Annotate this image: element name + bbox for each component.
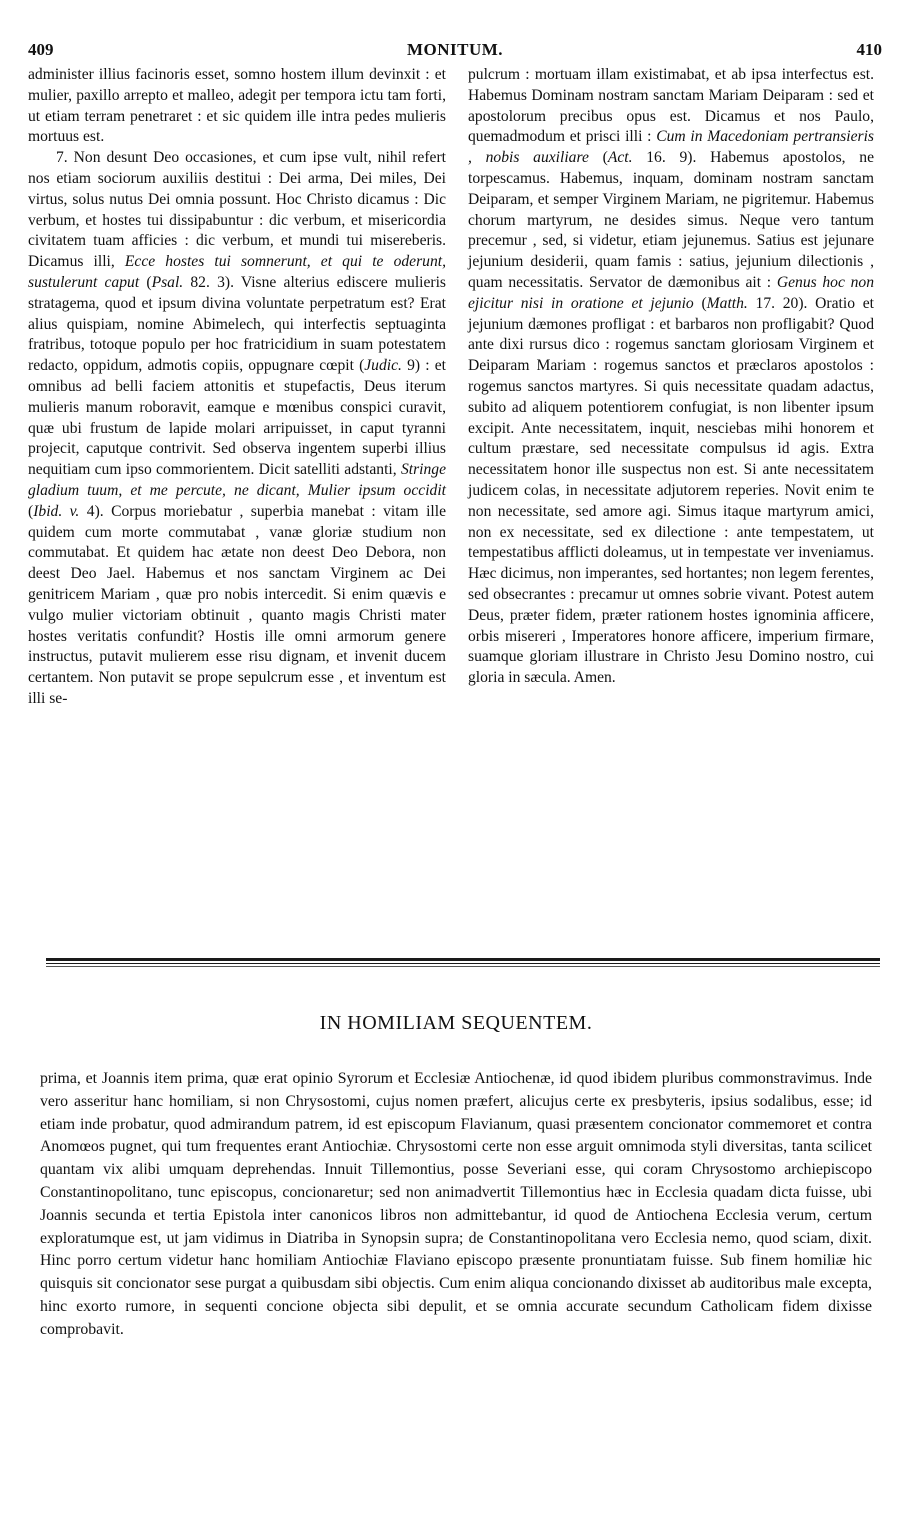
page-number-left: 409 bbox=[28, 40, 54, 59]
section-divider bbox=[46, 958, 880, 961]
section-paragraph: prima, et Joannis item prima, quæ erat opinio Syrorum et Ecclesiæ Antiochenæ, id quod ibidem pluribus commonstravimus. Inde vero asseritur hanc homiliam, si non Chrysostomi, cujus nomen præfert, alicujus certe ex presbyteris, ipsius sodalibus, esse; id etiam inde probatur, quod admirandum patrem, id est episcopum Flavianum, quasi præsentem concionator commemoret et contra Anomœos pugnet, qui tum frequentes erant Antiochiæ. Chrysostomi certe non esse arguit omnimoda styli diversitas, tanta scilicet quantam vix alibi umquam deprehendas. Innuit Tillemontius, posse Severiani esse, qui coram Chrysostomo archiepiscopo Constantinopolitano, tunc episcopus, concionaretur; sed non animadvertit Tillemontius hæc in Ecclesia quadam dicta fuisse, ubi Joannis secunda et tertia Epistola inter canonicos libros non admittebantur, id quod de Antiochena Ecclesia verum, certum exploratumque est, ut jam vidimus in Diatriba in Synopsin supra; de Constantinopolitana vero Ecclesia nemo, quod sciam, dixit. Hinc porro certum videtur hanc homiliam Antiochiæ Flaviano episcopo præsente pronuntiatam fuisse. Sub finem homiliæ hic quisquis sit concionator sese purgat a quibusdam sibi objectis. Cum enim aliqua concionando dixisset ab auditoribus male excepta, hinc exorto rumore, in sequenti concione objecta sibi depulit, et se omnia accurate secundum Catholicam fidem dixisse comprobavit. bbox=[40, 1070, 872, 1338]
left-column bbox=[28, 65, 446, 710]
text-run: 17. 20). Oratio et jejunium dæmones profligat : et barbaros non profligabit? Quod ante dixi rursus dico : rogemus sanctam gloriosam Virginem et Deiparam Mariam : rogemus sanctos et præclaros apostolos : rogemus sanctos martyres. Si quis necessitate quadam adactus, subito ad aliquem potentiorem confugiat, is non libenter ipsum excipit. Ante necessitatem, inquit, nesciebas mihi honorem et cultum præstare, sed necessitate compulsus id agis. Extra necessitatem honor ille suspectus non est. Si ante necessitatem judicem colas, in necessitate adjutorem reperies. Novit enim te non necessitate, sed amore agi. Simus itaque martyrum amici, non ex necessitate, sed ex dilectione : ante tempestatem, ut tempestatibus afflicti doleamus, ut in tempestate ver inveniamus. Hæc dicimus, non imperantes, sed hortantes; non legem ferentes, sed obsecrantes : precamur ut omnes sobrie vivant. Potest autem Deus, præter fidem, præter rationem hostes ignominia afficere, orbis misereri , Imperatores honore afficere, imperium firmare, suamque gloriam illustrare in Christo Jesu Domino nostro, cui gloria in sæcula. Amen. bbox=[468, 294, 874, 687]
running-title: MONITUM. bbox=[406, 40, 504, 59]
text-run: ( bbox=[139, 273, 152, 291]
section-divider bbox=[46, 963, 880, 964]
text-run: 9) : et omnibus ad belli faciem attonitis et stupefactis, Deus iterum mulieris manum roboravit, eamque e mœnibus conspici curavit, quæ ubi frustum de lapide molari arripuisset, in caput tyranni projecit, caputque contrivit. Sed observa ingentem superbi illius nequitiam cum ipso commorientem. Dicit satelliti adstanti, bbox=[28, 357, 446, 479]
running-header bbox=[28, 40, 882, 64]
page-number-right: 410 bbox=[856, 40, 882, 59]
citation-ref: Matth. bbox=[706, 294, 748, 312]
text-run: ( bbox=[693, 294, 707, 312]
citation-ref: Psal. bbox=[151, 273, 184, 291]
citation-ref: Judic. bbox=[364, 357, 402, 375]
right-paragraph-1 bbox=[468, 65, 874, 689]
text-run: ( bbox=[588, 149, 608, 167]
section-heading: IN HOMILIAM SEQUENTEM. bbox=[319, 1012, 593, 1034]
left-paragraph-2 bbox=[28, 148, 446, 710]
section-body bbox=[40, 1068, 872, 1342]
text-run: pulcrum : mortuam illam existimabat, et ab ipsa interfectus est. Habemus Dominam nostram sanctam Mariam Deiparam : sed et apostolorum precibus opus est. Dicamus et nos Paulo, quemadmodum et prisci illi : bbox=[468, 66, 874, 146]
text-run: 82. 3). Visne alterius ediscere mulieris stratagema, quod et ipsum divina voluntate perpetratum est? Erat alius quispiam, nomine Abimelech, qui interfectis septuaginta fratribus, totoque populo per hoc fratricidium in suam potestatem redacto, oppidum, admotis copiis, oppugnare cœpit ( bbox=[28, 273, 447, 375]
text-run: ( bbox=[28, 502, 34, 520]
text-run: 7. Non desunt Deo occasiones, et cum ipse vult, nihil refert nos etiam sociorum auxiliis destitui : Dei arma, Dei miles, Dei virtus, solus nutus Dei omnia possunt. Hoc Christo dicamus : Dic verbum, et hostes tui dissipabuntur : dic verbum, et misericordia civitatem tuam afficies : dic verbum, et mundi tui misereberis. Dicamus illi, bbox=[28, 149, 446, 271]
left-paragraph-1: administer illius facinoris esset, somno hostem illum devinxit : et mulier, paxillo arrepto et malleo, adegit per tempora ictu tam forti, ut etiam terram penetraret : et sic quidem ille intra pedes mulieris mortuus est. bbox=[28, 66, 446, 146]
scripture-quote: Genus hoc non ejicitur nisi in oratione et jejunio bbox=[468, 273, 874, 312]
text-run: 4). Corpus moriebatur , superbia manebat : vitam ille quidem cum morte commutabat , vanæ gloriæ studium non commutabat. Et quidem hac ætate non deest Deo Debora, non deest Deo Jael. Habemus et nos sanctam Virginem ac Dei genitricem Mariam , quæ pro nobis intercedit. Si enim quævis e vulgo mulier victoriam obtinuit , quanto magis Christi mater hostes veritatis confundit? Hostis ille omni armorum genere instructus, putavit mulierem esse risu dignam, et invenit ducem certantem. Non putavit se prope sepulcrum esse , et inventum est illi se- bbox=[28, 502, 446, 707]
scripture-quote: Ecce hostes tui somnerunt, et qui te oderunt, sustulerunt caput bbox=[28, 253, 446, 291]
citation-ref: Act. bbox=[607, 149, 633, 167]
scripture-quote: Stringe gladium tuum, et me percute, ne dicant, Mulier ipsum occidit bbox=[28, 461, 446, 499]
text-run: 16. 9). Habemus apostolos, ne torpescamus. Habemus, inquam, dominam nostram sanctam Deiparam, et semper Virginem Mariam, ne pigritemur. Habemus chorum martyrum, ne desides simus. Neque vero tantum precemur , sed, si videtur, etiam jejunemus. Satius est jejunare jejunium desiderii, quam famis : satius, jejunium dilectionis , quam necessitatis. Servator de dæmonibus ait : bbox=[468, 149, 875, 291]
scripture-quote: Cum in Macedoniam pertransieris , nobis auxiliare bbox=[468, 128, 874, 167]
citation-ref: Ibid. v. bbox=[33, 502, 80, 520]
section-divider bbox=[46, 966, 880, 967]
right-column bbox=[468, 65, 874, 689]
